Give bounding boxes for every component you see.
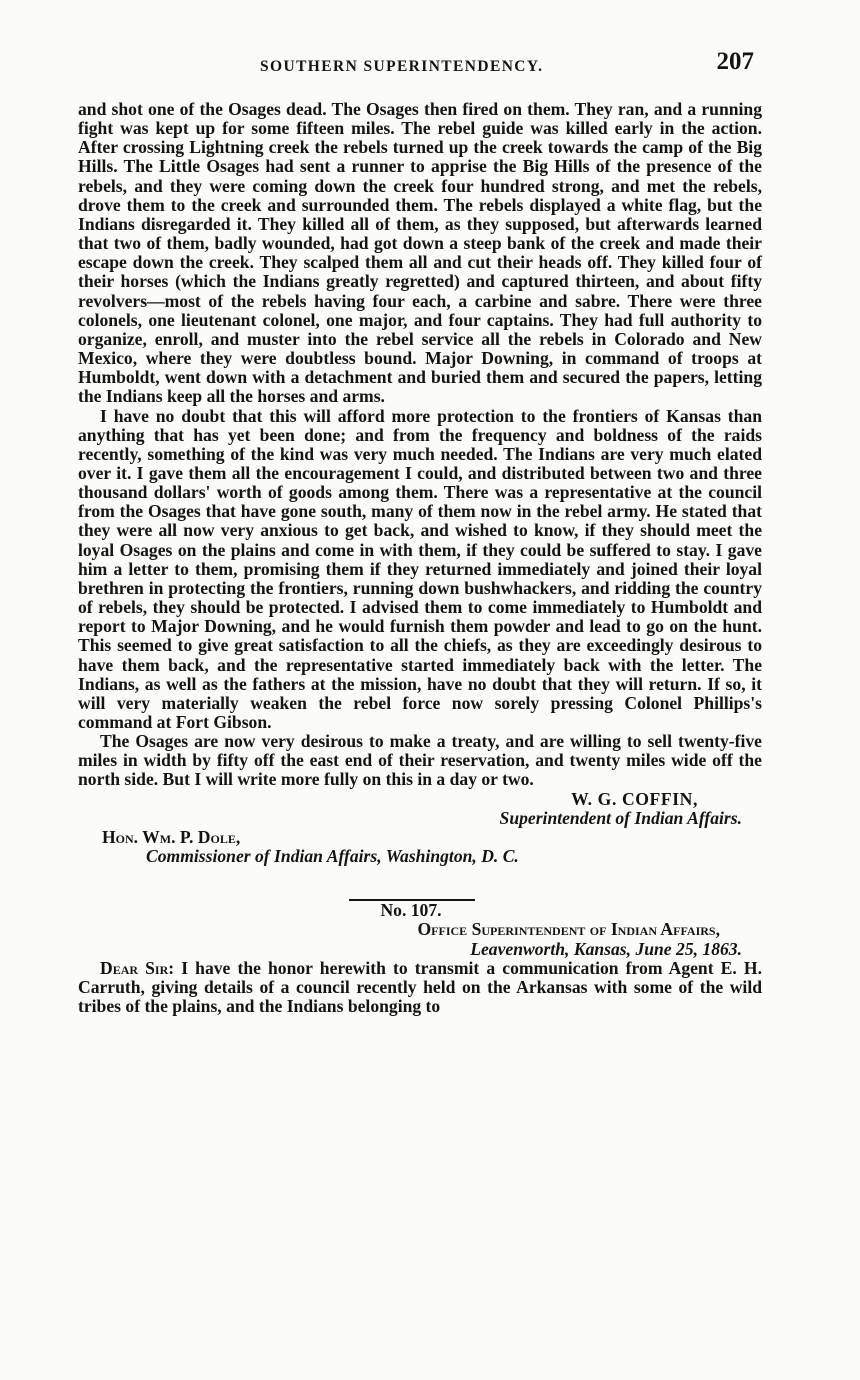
addressee-name: Hon. Wm. P. Dole, xyxy=(102,826,241,847)
salutation: Dear Sir: xyxy=(100,957,175,978)
letter-opening xyxy=(78,959,762,1016)
page-number: 207 xyxy=(716,48,754,75)
addressee-title: Commissioner of Indian Affairs, Washington, D. C. xyxy=(146,846,519,867)
signature-name: W. G. COFFIN, xyxy=(571,788,698,809)
office-heading: Office Superintendent of Indian Affairs, xyxy=(417,919,720,940)
place-date: Leavenworth, Kansas, June 25, 1863. xyxy=(470,938,742,959)
signature-title: Superintendent of Indian Affairs. xyxy=(499,807,742,828)
paragraph-3: The Osages are now very desirous to make a treaty, and are willing to sell twenty-five miles in width by fifty off the east end of their reservation, and twenty miles wide off the north side. But I will write more fully on this in a day or two. xyxy=(78,731,762,790)
page-body xyxy=(78,100,762,1016)
page-header xyxy=(78,48,768,84)
paragraph-1: and shot one of the Osages dead. The Osages then fired on them. They ran, and a running fight was kept up for some fifteen miles. The rebel guide was killed early in the action. After crossing Lightning creek the rebels turned up the creek towards the camp of the Big Hills. The Little Osages had sent a runner to apprise the Big Hills of the presence of the rebels, and they were coming down the creek four hundred strong, and met the rebels, drove them to the creek and surrounded them. The rebels displayed a white flag, but the Indians disregarded it. They killed all of them, as they supposed, but afterwards learned that two of them, badly wounded, had got down a steep bank of the creek and made their escape down the creek. They scalped them all and cut their heads off. They killed four of their horses (which the Indians greatly regretted) and captured thirteen, and about fifty revolvers—most of the rebels having four each, a carbine and sabre. There were three colonels, one lieutenant colonel, one major, and four captains. They had full authority to organize, enroll, and muster into the rebel service all the rebels in Colorado and New Mexico, where they were doubtless bound. Major Downing, in command of troops at Humboldt, went down with a detachment and buried them and secured the papers, letting the Indians keep all the horses and arms. xyxy=(78,99,762,407)
running-title: SOUTHERN SUPERINTENDENCY. xyxy=(260,58,544,75)
paragraph-2: I have no doubt that this will afford more protection to the frontiers of Kansas than anything that has yet been done; and from the frequency and boldness of the raids recently, something of the kind was very much needed. The Indians are very much elated over it. I gave them all the encouragement I could, and distributed between two and three thousand dollars' worth of goods among them. There was a representative at the council from the Osages that have gone south, many of them now in the rebel army. He stated that they were all now very anxious to get back, and wished to know, if they should meet the loyal Osages on the plains and come in with them, if they could be suffered to stay. I gave him a letter to them, promising them if they returned immediately and joined their loyal brethren in protecting the frontiers, running down bushwhackers, and ridding the country of rebels, they should be protected. I advised them to come immediately to Humboldt and report to Major Downing, and he would furnish them powder and lead to go on the hunt. This seemed to give great satisfaction to all the chiefs, as they are exceedingly desirous to have them back, and the representative started immediately back with the letter. The Indians, as well as the fathers at the mission, have no doubt that they will return. If so, it will very materially weaken the rebel force now sorely pressing Colonel Phillips's command at Fort Gibson. xyxy=(78,405,762,732)
document-number: No. 107. xyxy=(380,900,442,921)
letter-body: I have the honor herewith to transmit a communication from Agent E. H. Carruth, giving details of a council recently held on the Arkansas with some of the wild tribes of the plains, and the Indians belonging to xyxy=(78,957,762,1017)
